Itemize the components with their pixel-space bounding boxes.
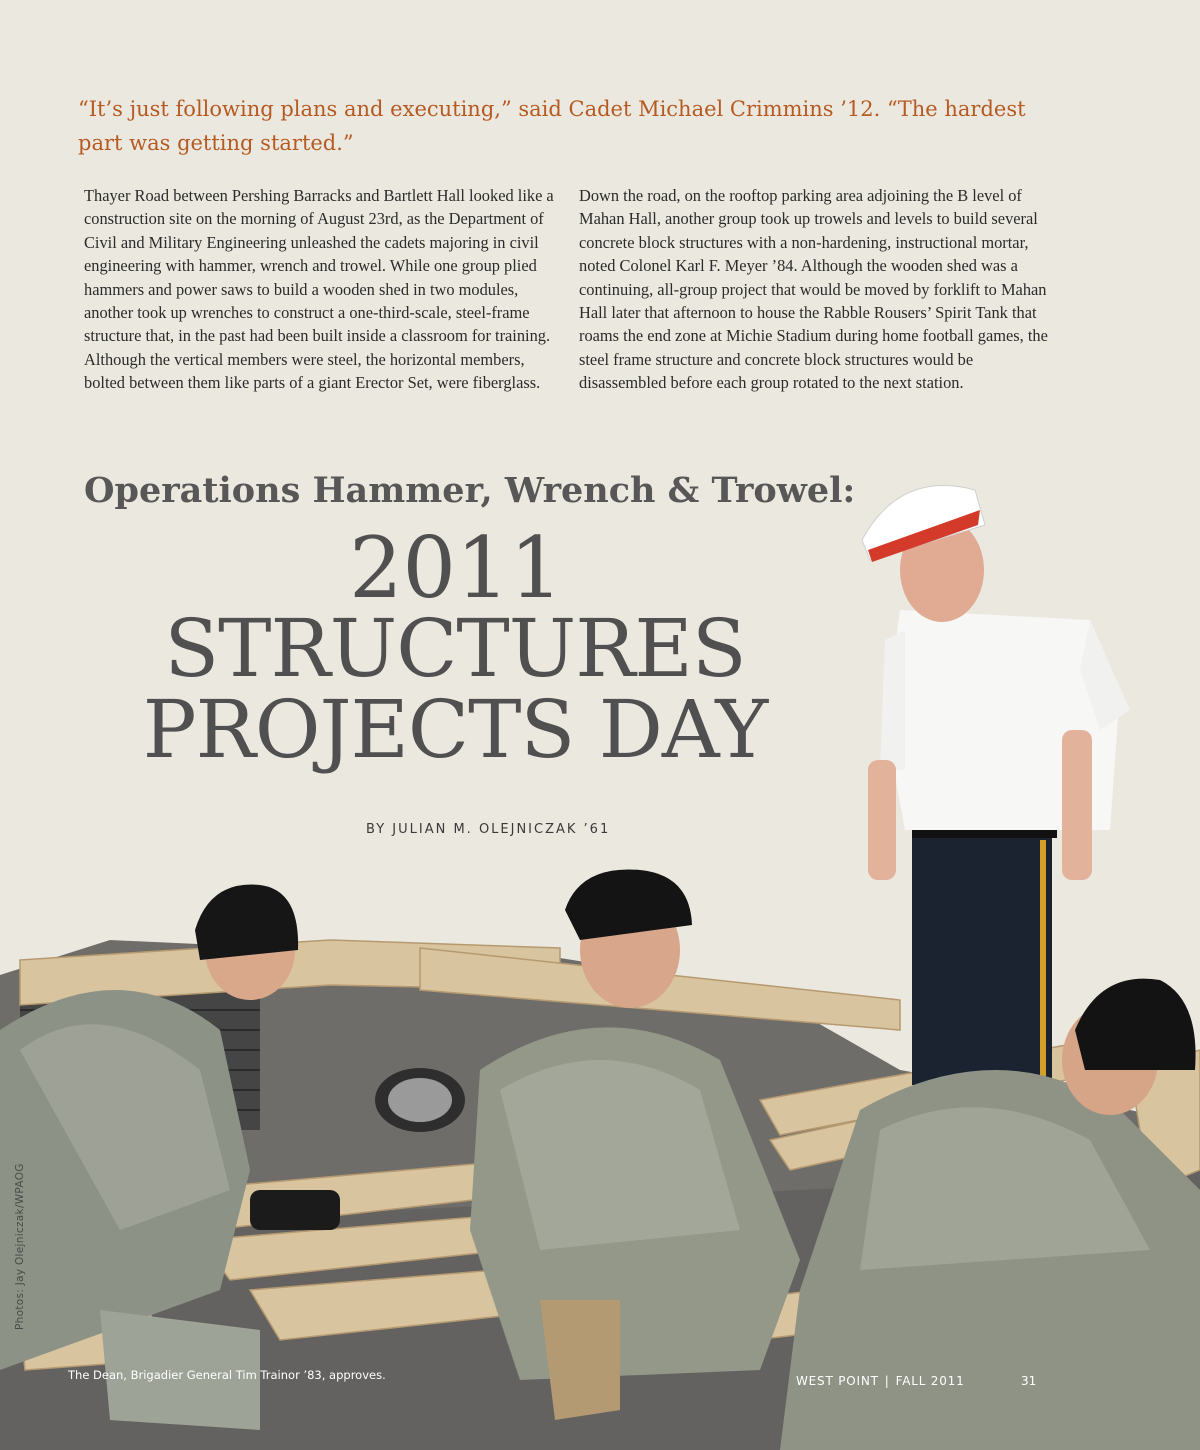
- page-footer: [796, 1374, 965, 1388]
- article-kicker: Operations Hammer, Wrench & Trowel:: [84, 470, 856, 511]
- headline-year: 2011: [349, 519, 563, 617]
- photo-caption: The Dean, Brigadier General Tim Trainor ’83, approves.: [68, 1368, 386, 1382]
- photo-credit: Photos: Jay Olejniczak/WPAOG: [14, 1163, 26, 1330]
- body-column-right: Down the road, on the rooftop parking area adjoining the B level of Mahan Hall, another group took up trowels and levels to build several concrete block structures with a non-hardening, instructional mortar, noted Colonel Karl F. Meyer ’84. Although the wooden shed was a continuing, all-group project that would be moved by forklift to Mahan Hall later that afternoon to house the Rabble Rousers’ Spirit Tank that roams the end zone at Michie Stadium during home football games, the steel frame structure and concrete block structures would be disassembled before each group rotated to the next station.: [579, 186, 1048, 393]
- headline-line-structures: STRUCTURES: [164, 602, 746, 695]
- officer-figure: [862, 486, 1130, 1085]
- footer-separator: |: [884, 1374, 890, 1388]
- page-number: 31: [1021, 1374, 1037, 1388]
- footer-issue: FALL 2011: [895, 1374, 965, 1388]
- headline-line-projects-day: PROJECTS DAY: [142, 683, 768, 776]
- footer-publication: WEST POINT: [796, 1374, 879, 1388]
- body-column-left: Thayer Road between Pershing Barracks and Bartlett Hall looked like a construction site on the morning of August 23rd, as the Department of Civil and Military Engineering unleashed the cadets majoring in civil engineering with hammer, wrench and trowel. While one group plied hammers and power saws to build a wooden shed in two modules, another took up wrenches to construct a one-third-scale, steel-frame structure that, in the past had been built inside a classroom for training. Although the vertical members were steel, the horizontal members, bolted between them like parts of a giant Erector Set, were fiberglass.: [84, 186, 554, 393]
- byline: BY JULIAN M. OLEJNICZAK ’61: [366, 822, 611, 837]
- article-headline: [80, 519, 830, 776]
- pull-quote: “It’s just following plans and executing,” said Cadet Michael Crimmins ’12. “The hardest part was getting started.”: [78, 97, 1026, 155]
